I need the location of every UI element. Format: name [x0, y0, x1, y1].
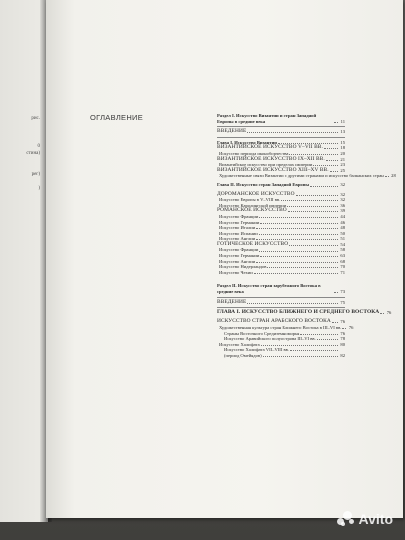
toc-entry-title: ВИЗАНТИЙСКОЕ ИСКУССТВО IX–XII ВВ. — [217, 155, 325, 162]
toc-entry-page: 76 — [386, 310, 392, 316]
toc-leader-dots — [296, 195, 338, 196]
toc-entry-title: Искусство Испании — [219, 230, 258, 236]
toc-entry-title: ГЛАВА I. ИСКУССТВО БЛИЖНЕГО И СРЕДНЕГО ВОСТОКА — [217, 309, 380, 316]
toc-entry — [217, 309, 392, 316]
toc-entry-page: 28 — [391, 173, 396, 179]
left-page-fragment — [0, 157, 40, 164]
left-page-fragment — [0, 185, 40, 192]
toc-leader-dots — [334, 122, 338, 123]
left-page-fragment: 0 — [37, 144, 40, 149]
toc-entry-page: 50 — [340, 230, 345, 236]
toc-entry-title: Искусство Аравийского полуострова III–VI вв. — [224, 336, 316, 342]
toc-leader-dots — [247, 303, 338, 304]
toc-entry-title: Страны Восточного Средиземноморья — [224, 330, 300, 336]
left-page-fragment — [0, 164, 40, 171]
toc-leader-dots — [247, 132, 338, 133]
toc-entry-title: ГОТИЧЕСКОЕ ИСКУССТВО — [217, 240, 289, 247]
toc-entry-title: Глава II. Искусство стран Западной Европы — [217, 182, 309, 188]
toc-leader-dots — [288, 211, 338, 212]
toc-entry-page: 13 — [340, 129, 345, 135]
left-page-fragment — [0, 178, 40, 185]
toc-entry-title: Искусство Европы в V–VIII вв. — [219, 197, 281, 203]
toc-leader-dots — [259, 251, 338, 252]
toc-divider — [217, 307, 345, 308]
avito-watermark-text: Avito — [358, 511, 393, 527]
toc-leader-dots — [260, 223, 338, 224]
toc-entry-page: 75 — [340, 299, 345, 305]
toc-leader-dots — [334, 292, 338, 293]
toc-entry-page: 36 — [340, 202, 345, 208]
avito-watermark — [337, 510, 393, 528]
toc-entry-page: 32 — [340, 191, 345, 197]
toc-entry-title: ВВЕДЕНИЕ — [217, 298, 247, 305]
toc-entry-title: Искусство периода иконоборчества — [219, 150, 289, 156]
left-page-fragment — [0, 136, 40, 143]
toc-leader-dots — [259, 217, 338, 218]
toc-entry-page: 25 — [340, 167, 345, 173]
contents-title: ОГЛАВЛЕНИЕ — [90, 113, 144, 122]
toc-entry-page: 20 — [340, 150, 345, 156]
toc-entry-title: Раздел I. Искусство Византии и стран Западной Европы в средние века — [217, 113, 317, 124]
toc-leader-dots — [256, 262, 338, 263]
left-page-fragment: стина) — [26, 151, 40, 156]
toc-entry-page: 54 — [340, 241, 345, 247]
toc-entry-title: Художественные связи Византии с другими странами и искусство балканских стран — [219, 173, 384, 179]
toc-leader-dots — [330, 171, 338, 172]
toc-leader-dots — [326, 160, 338, 161]
toc-leader-dots — [289, 245, 338, 246]
toc-leader-dots — [380, 313, 384, 314]
toc-entry-page: 23 — [340, 162, 345, 168]
toc-entry-page: 71 — [340, 269, 345, 275]
toc-entry-page: 39 — [340, 208, 345, 214]
toc-leader-dots — [342, 328, 346, 329]
toc-entry — [217, 353, 345, 359]
contents-page — [46, 0, 403, 518]
toc-leader-dots — [267, 267, 338, 268]
left-page-fragment — [0, 122, 40, 129]
toc-leader-dots — [300, 334, 338, 335]
toc-entry-title: Искусство Нидерландов — [219, 264, 267, 270]
toc-entry-title: Искусство Италии — [219, 225, 256, 231]
toc-entry-title: ИСКУССТВО СТРАН АРАБСКОГО ВОСТОКА — [217, 318, 331, 325]
toc-entry — [217, 113, 345, 124]
toc-entry-page: 51 — [340, 236, 345, 242]
toc-leader-dots — [332, 322, 338, 323]
toc-leader-dots — [263, 356, 338, 357]
toc-leader-dots — [259, 234, 338, 235]
toc-entry-title: Художественная культура стран Ближнего Востока в III–VI вв. — [219, 324, 342, 330]
toc-entry-title: (период Омейядов) — [224, 352, 262, 358]
toc-entry-page: 44 — [340, 213, 345, 219]
toc-entry-title: РОМАНСКОЕ ИСКУССТВО — [217, 207, 287, 214]
table-of-contents — [217, 113, 396, 358]
toc-entry-title: Византийское искусство при пределах империи — [219, 162, 313, 168]
toc-entry-title: ВВЕДЕНИЕ — [217, 128, 247, 135]
toc-leader-dots — [310, 186, 338, 187]
toc-entry-page: 76 — [340, 319, 345, 325]
toc-entry-title: ВИЗАНТИЙСКОЕ ИСКУССТВО V–VII ВВ. — [217, 144, 323, 151]
toc-entry-title: Глава I. Искусство Византии — [217, 139, 277, 145]
toc-divider — [217, 297, 345, 298]
toc-leader-dots — [317, 339, 338, 340]
toc-entry-page: 68 — [340, 258, 345, 264]
toc-entry-page: 76 — [348, 324, 354, 330]
toc-entry — [217, 129, 345, 135]
left-page-text — [0, 115, 40, 192]
left-page-fragment: рег) — [31, 172, 40, 177]
toc-entry-title: Искусство Англии — [219, 258, 256, 264]
toc-entry-title: Искусство Халифата VII–VIII вв. — [224, 347, 289, 353]
toc-spacer — [217, 275, 345, 283]
toc-leader-dots — [385, 176, 389, 177]
toc-entry-page: 32 — [340, 182, 345, 188]
toc-entry-page: 58 — [340, 247, 345, 253]
toc-leader-dots — [290, 350, 338, 351]
toc-entry-title: Искусство Англии — [219, 236, 256, 242]
toc-entry-page: 80 — [340, 341, 345, 347]
toc-entry-page: 70 — [340, 264, 345, 270]
toc-entry-page: 46 — [340, 219, 345, 225]
toc-entry-page: 11 — [340, 118, 345, 124]
toc-entry-page: 82 — [340, 352, 345, 358]
toc-divider — [217, 137, 345, 138]
toc-entry-title: Искусство Франции — [219, 247, 259, 253]
toc-leader-dots — [324, 148, 338, 149]
toc-entry-title: Искусство Германии — [219, 219, 260, 225]
toc-leader-dots — [256, 228, 338, 229]
toc-leader-dots — [281, 200, 338, 201]
toc-entry — [217, 283, 345, 294]
toc-entry-title: Искусство Франции — [219, 213, 259, 219]
toc-entry-title: ДОРОМАНСКОЕ ИСКУССТВО — [217, 190, 295, 197]
left-page-fragment — [0, 129, 40, 136]
toc-entry — [217, 173, 396, 179]
toc-entry-title: Искусство Чехии — [219, 269, 253, 275]
toc-leader-dots — [289, 154, 338, 155]
toc-entry-page: 18 — [340, 145, 345, 151]
toc-entry-page: 78 — [340, 336, 345, 342]
avito-logo-icon — [337, 510, 355, 528]
toc-leader-dots — [254, 273, 338, 274]
toc-entry-title: Раздел II. Искусство стран зарубежного Востока в средние века — [217, 283, 321, 295]
toc-entry-page: 48 — [340, 225, 345, 231]
toc-entry-page: 15 — [340, 139, 345, 145]
toc-leader-dots — [261, 345, 338, 346]
toc-entry-page: 32 — [340, 197, 345, 203]
toc-entry-page: 63 — [340, 253, 345, 259]
toc-entry-page: 73 — [340, 289, 345, 295]
left-page-fragment: рис. — [31, 116, 40, 121]
toc-entry-title: Искусство Каролингской империи — [219, 202, 287, 208]
toc-entry-title: Искусство Германии — [219, 253, 260, 259]
toc-entry-title: Искусство Халифата — [219, 341, 260, 347]
toc-entry-title: ВИЗАНТИЙСКОЕ ИСКУССТВО XIII–XV ВВ. — [217, 166, 329, 173]
toc-entry-page: 76 — [340, 330, 345, 336]
toc-leader-dots — [287, 206, 338, 207]
toc-leader-dots — [260, 256, 338, 257]
toc-divider — [217, 126, 345, 127]
toc-entry-page: 21 — [340, 156, 345, 162]
toc-entry — [217, 300, 345, 306]
